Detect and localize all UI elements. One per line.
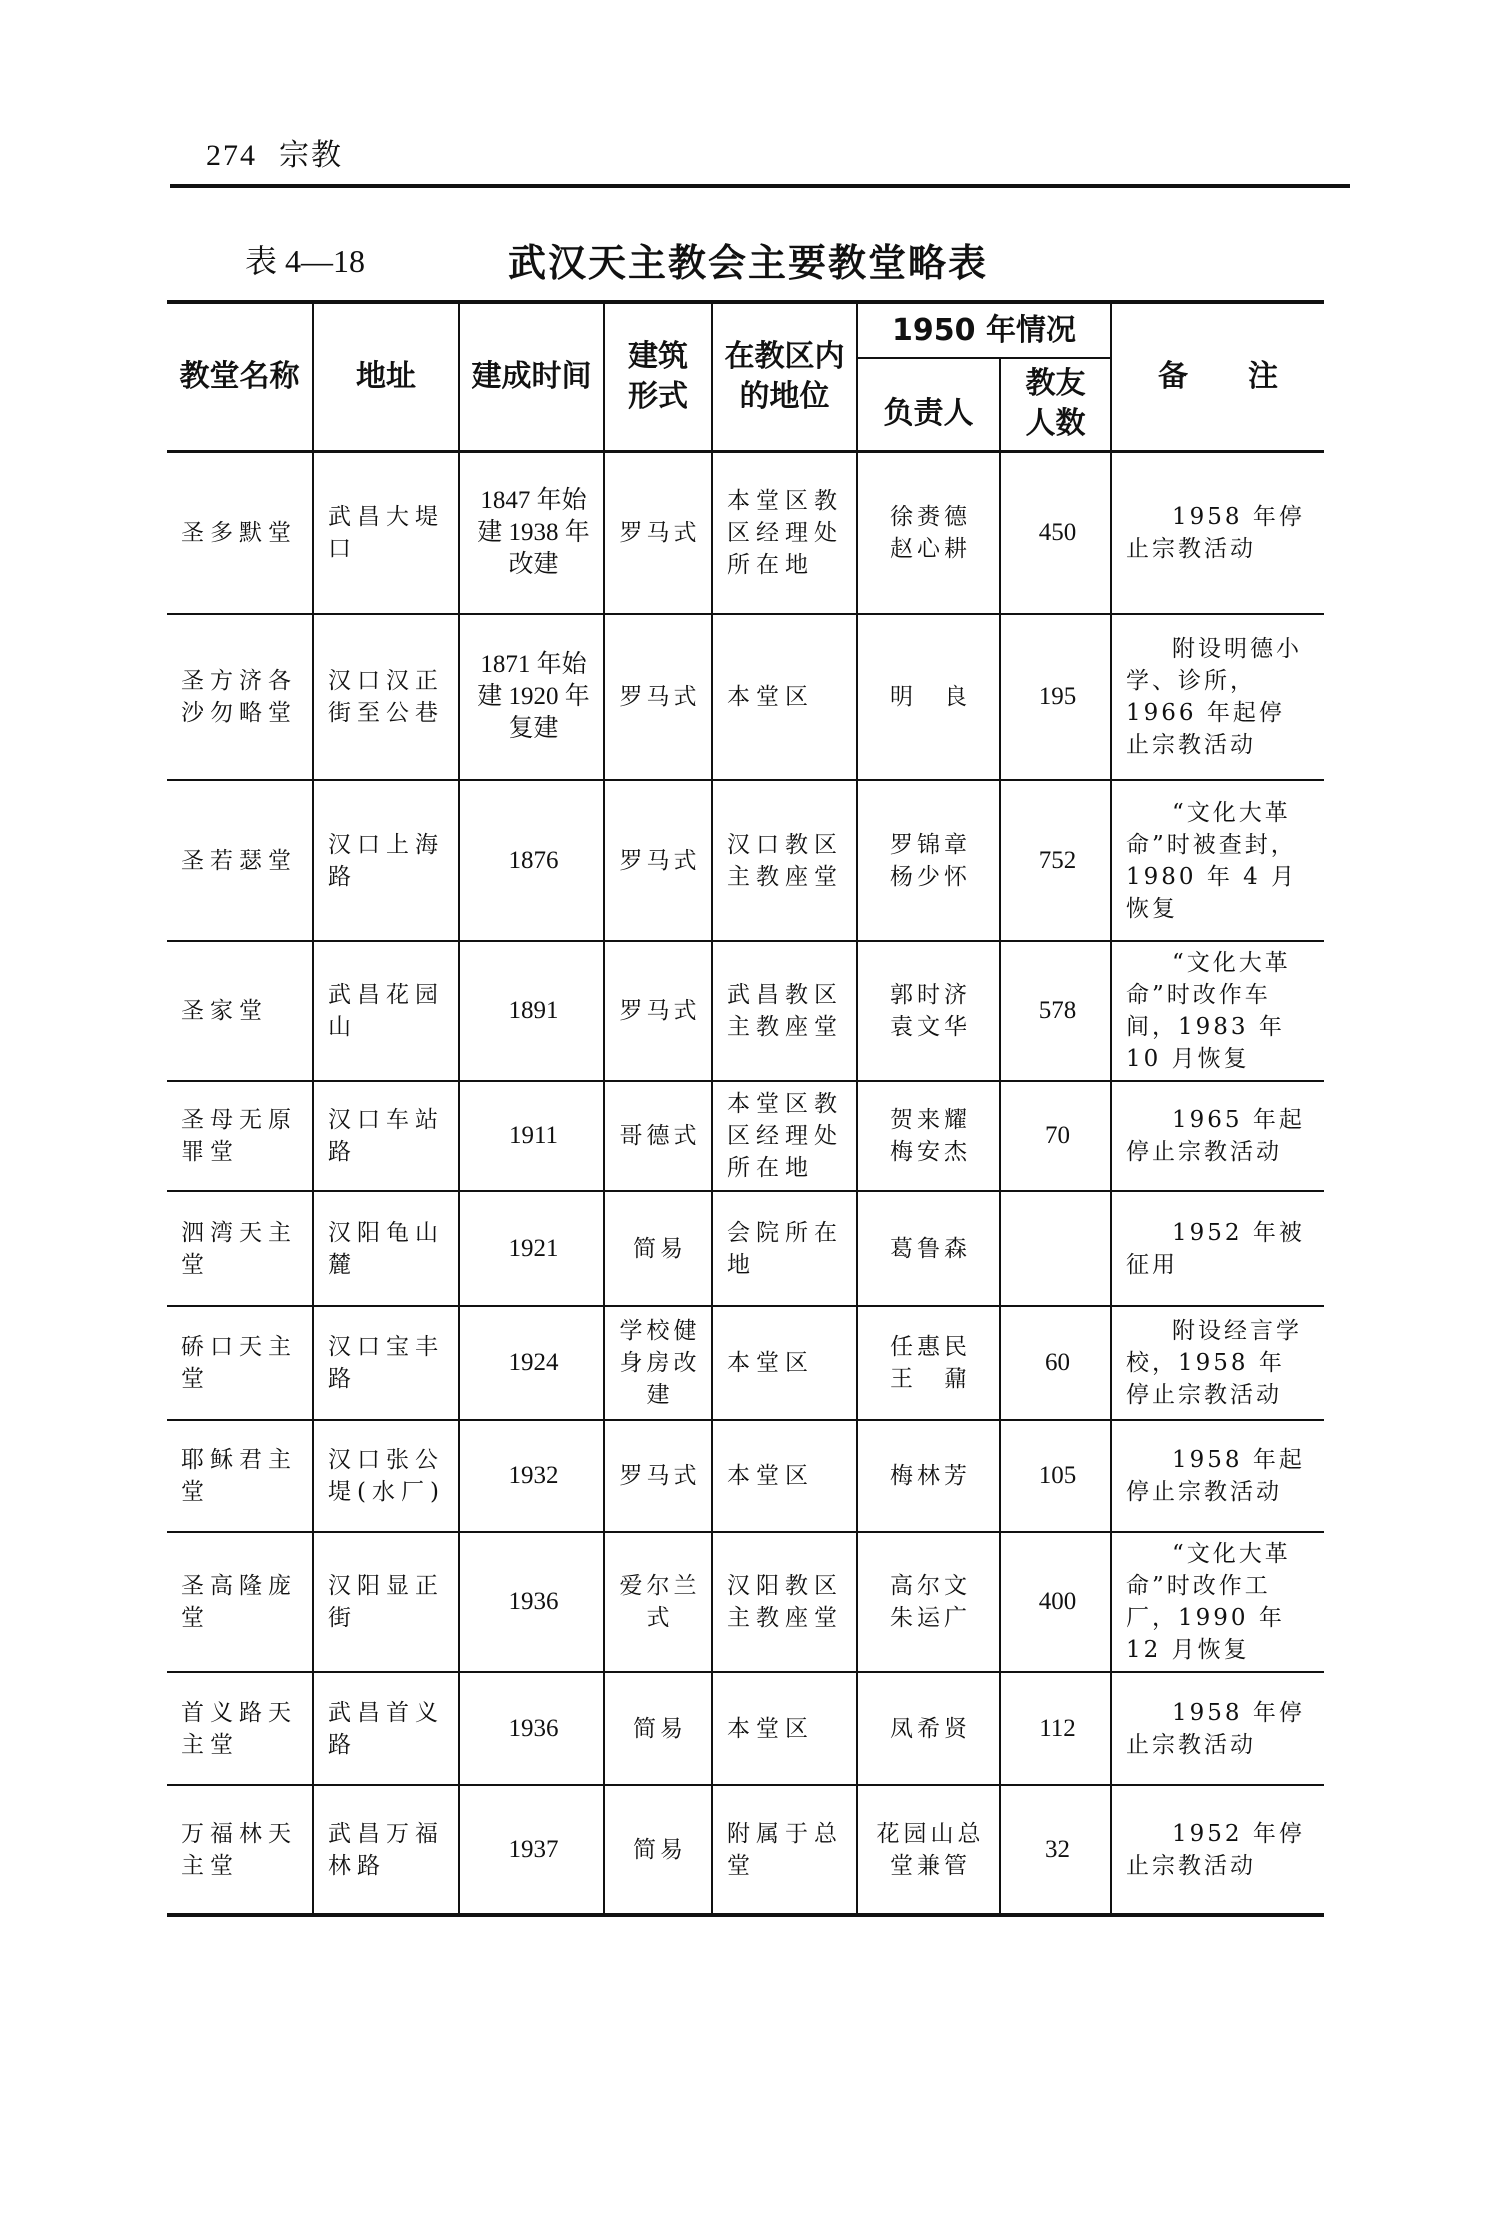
cell-remarks: 1952 年停止宗教活动 [1111, 1785, 1324, 1915]
cell-leader: 徐赉德 赵心耕 [857, 451, 1000, 614]
cell-style: 简易 [604, 1785, 712, 1915]
cell-address: 武昌大堤口 [313, 451, 459, 614]
cell-leader: 凤希贤 [857, 1672, 1000, 1785]
cell-style: 哥德式 [604, 1081, 712, 1191]
cell-style: 罗马式 [604, 1420, 712, 1532]
table-label: 表 4—18 [245, 243, 366, 279]
cell-status: 本堂区教区经理处所在地 [712, 451, 857, 614]
cell-built: 1924 [459, 1306, 604, 1420]
cell-built: 1936 [459, 1672, 604, 1785]
section-title: 宗教 [279, 138, 343, 173]
table-row [167, 451, 1324, 614]
cell-style: 学校健身房改建 [604, 1306, 712, 1420]
cell-remarks: 1958 年停止宗教活动 [1111, 1672, 1324, 1785]
cell-status: 本堂区教区经理处所在地 [712, 1081, 857, 1191]
cell-name: 耶稣君主堂 [167, 1420, 313, 1532]
cell-remarks: “文化大革命”时被查封，1980 年 4 月恢复 [1111, 780, 1324, 941]
cell-address: 武昌万福林路 [313, 1785, 459, 1915]
cell-address: 汉口上海路 [313, 780, 459, 941]
cell-name: 圣高隆庞堂 [167, 1532, 313, 1672]
cell-style: 罗马式 [604, 451, 712, 614]
cell-style: 罗马式 [604, 941, 712, 1081]
cell-leader: 明 良 [857, 614, 1000, 780]
cell-status: 本堂区 [712, 1672, 857, 1785]
cell-address: 汉阳显正街 [313, 1532, 459, 1672]
table-row [167, 1672, 1324, 1785]
table-row [167, 1420, 1324, 1532]
cell-remarks: “文化大革命”时改作工厂，1990 年 12 月恢复 [1111, 1532, 1324, 1672]
cell-members: 32 [1000, 1785, 1111, 1915]
cell-status: 汉阳教区主教座堂 [712, 1532, 857, 1672]
cell-built: 1921 [459, 1191, 604, 1306]
cell-leader: 葛鲁森 [857, 1191, 1000, 1306]
header-style: 建筑形式 [604, 302, 712, 451]
cell-style: 爱尔兰式 [604, 1532, 712, 1672]
header-name: 教堂名称 [167, 302, 313, 451]
header-rule [170, 184, 1350, 188]
cell-built: 1911 [459, 1081, 604, 1191]
cell-status: 本堂区 [712, 1306, 857, 1420]
table-title: 武汉天主教会主要教堂略表 [508, 241, 989, 285]
cell-remarks: “文化大革命”时改作车间，1983 年 10 月恢复 [1111, 941, 1324, 1081]
table-row [167, 941, 1324, 1081]
cell-status: 本堂区 [712, 614, 857, 780]
cell-remarks: 1965 年起停止宗教活动 [1111, 1081, 1324, 1191]
cell-remarks: 1952 年被征用 [1111, 1191, 1324, 1306]
cell-style: 罗马式 [604, 614, 712, 780]
page-number: 274 [206, 139, 257, 172]
cell-name: 圣若瑟堂 [167, 780, 313, 941]
cell-members: 450 [1000, 451, 1111, 614]
cell-address: 汉口汉正街至公巷 [313, 614, 459, 780]
cell-members: 400 [1000, 1532, 1111, 1672]
cell-members: 578 [1000, 941, 1111, 1081]
table-row [167, 1532, 1324, 1672]
cell-style: 罗马式 [604, 780, 712, 941]
header-1950-group: 1950 年情况 [857, 302, 1111, 358]
cell-leader: 任惠民 王 鼐 [857, 1306, 1000, 1420]
cell-name: 硚口天主堂 [167, 1306, 313, 1420]
table-row [167, 1785, 1324, 1915]
cell-address: 汉口车站路 [313, 1081, 459, 1191]
cell-leader: 罗锦章 杨少怀 [857, 780, 1000, 941]
cell-name: 圣家堂 [167, 941, 313, 1081]
cell-built: 1891 [459, 941, 604, 1081]
churches-table [167, 300, 1324, 1917]
cell-leader: 贺来耀 梅安杰 [857, 1081, 1000, 1191]
cell-status: 会院所在地 [712, 1191, 857, 1306]
cell-address: 汉口张公堤(水厂) [313, 1420, 459, 1532]
cell-leader: 花园山总堂兼管 [857, 1785, 1000, 1915]
cell-name: 万福林天主堂 [167, 1785, 313, 1915]
header-status: 在教区内的地位 [712, 302, 857, 451]
table-row [167, 1081, 1324, 1191]
table-row [167, 780, 1324, 941]
cell-built: 1937 [459, 1785, 604, 1915]
cell-members: 112 [1000, 1672, 1111, 1785]
cell-built: 1936 [459, 1532, 604, 1672]
cell-style: 简易 [604, 1191, 712, 1306]
table-row [167, 1191, 1324, 1306]
header-members: 教友人数 [1000, 358, 1111, 451]
cell-built: 1871 年始建 1920 年复建 [459, 614, 604, 780]
cell-members: 752 [1000, 780, 1111, 941]
cell-built: 1932 [459, 1420, 604, 1532]
cell-leader: 郭时济 袁文华 [857, 941, 1000, 1081]
cell-members [1000, 1191, 1111, 1306]
cell-name: 首义路天主堂 [167, 1672, 313, 1785]
cell-leader: 高尔文 朱运广 [857, 1532, 1000, 1672]
cell-status: 本堂区 [712, 1420, 857, 1532]
header-remarks: 备 注 [1111, 302, 1324, 451]
cell-status: 汉口教区主教座堂 [712, 780, 857, 941]
cell-remarks: 1958 年起停止宗教活动 [1111, 1420, 1324, 1532]
header-leader: 负责人 [857, 358, 1000, 451]
table-row [167, 614, 1324, 780]
cell-members: 70 [1000, 1081, 1111, 1191]
cell-style: 简易 [604, 1672, 712, 1785]
cell-status: 武昌教区主教座堂 [712, 941, 857, 1081]
running-head [206, 130, 343, 174]
cell-remarks: 附设明德小学、诊所，1966 年起停止宗教活动 [1111, 614, 1324, 780]
cell-leader: 梅林芳 [857, 1420, 1000, 1532]
cell-built: 1847 年始建 1938 年改建 [459, 451, 604, 614]
header-built: 建成时间 [459, 302, 604, 451]
cell-members: 105 [1000, 1420, 1111, 1532]
cell-status: 附属于总堂 [712, 1785, 857, 1915]
cell-members: 60 [1000, 1306, 1111, 1420]
cell-built: 1876 [459, 780, 604, 941]
cell-name: 圣多默堂 [167, 451, 313, 614]
cell-remarks: 1958 年停止宗教活动 [1111, 451, 1324, 614]
cell-remarks: 附设经言学校，1958 年停止宗教活动 [1111, 1306, 1324, 1420]
table-body [167, 451, 1324, 1915]
table-row [167, 1306, 1324, 1420]
cell-name: 圣母无原罪堂 [167, 1081, 313, 1191]
cell-name: 泗湾天主堂 [167, 1191, 313, 1306]
cell-address: 武昌首义路 [313, 1672, 459, 1785]
cell-name: 圣方济各沙勿略堂 [167, 614, 313, 780]
cell-address: 汉阳龟山麓 [313, 1191, 459, 1306]
cell-address: 汉口宝丰路 [313, 1306, 459, 1420]
header-address: 地址 [313, 302, 459, 451]
cell-members: 195 [1000, 614, 1111, 780]
cell-address: 武昌花园山 [313, 941, 459, 1081]
